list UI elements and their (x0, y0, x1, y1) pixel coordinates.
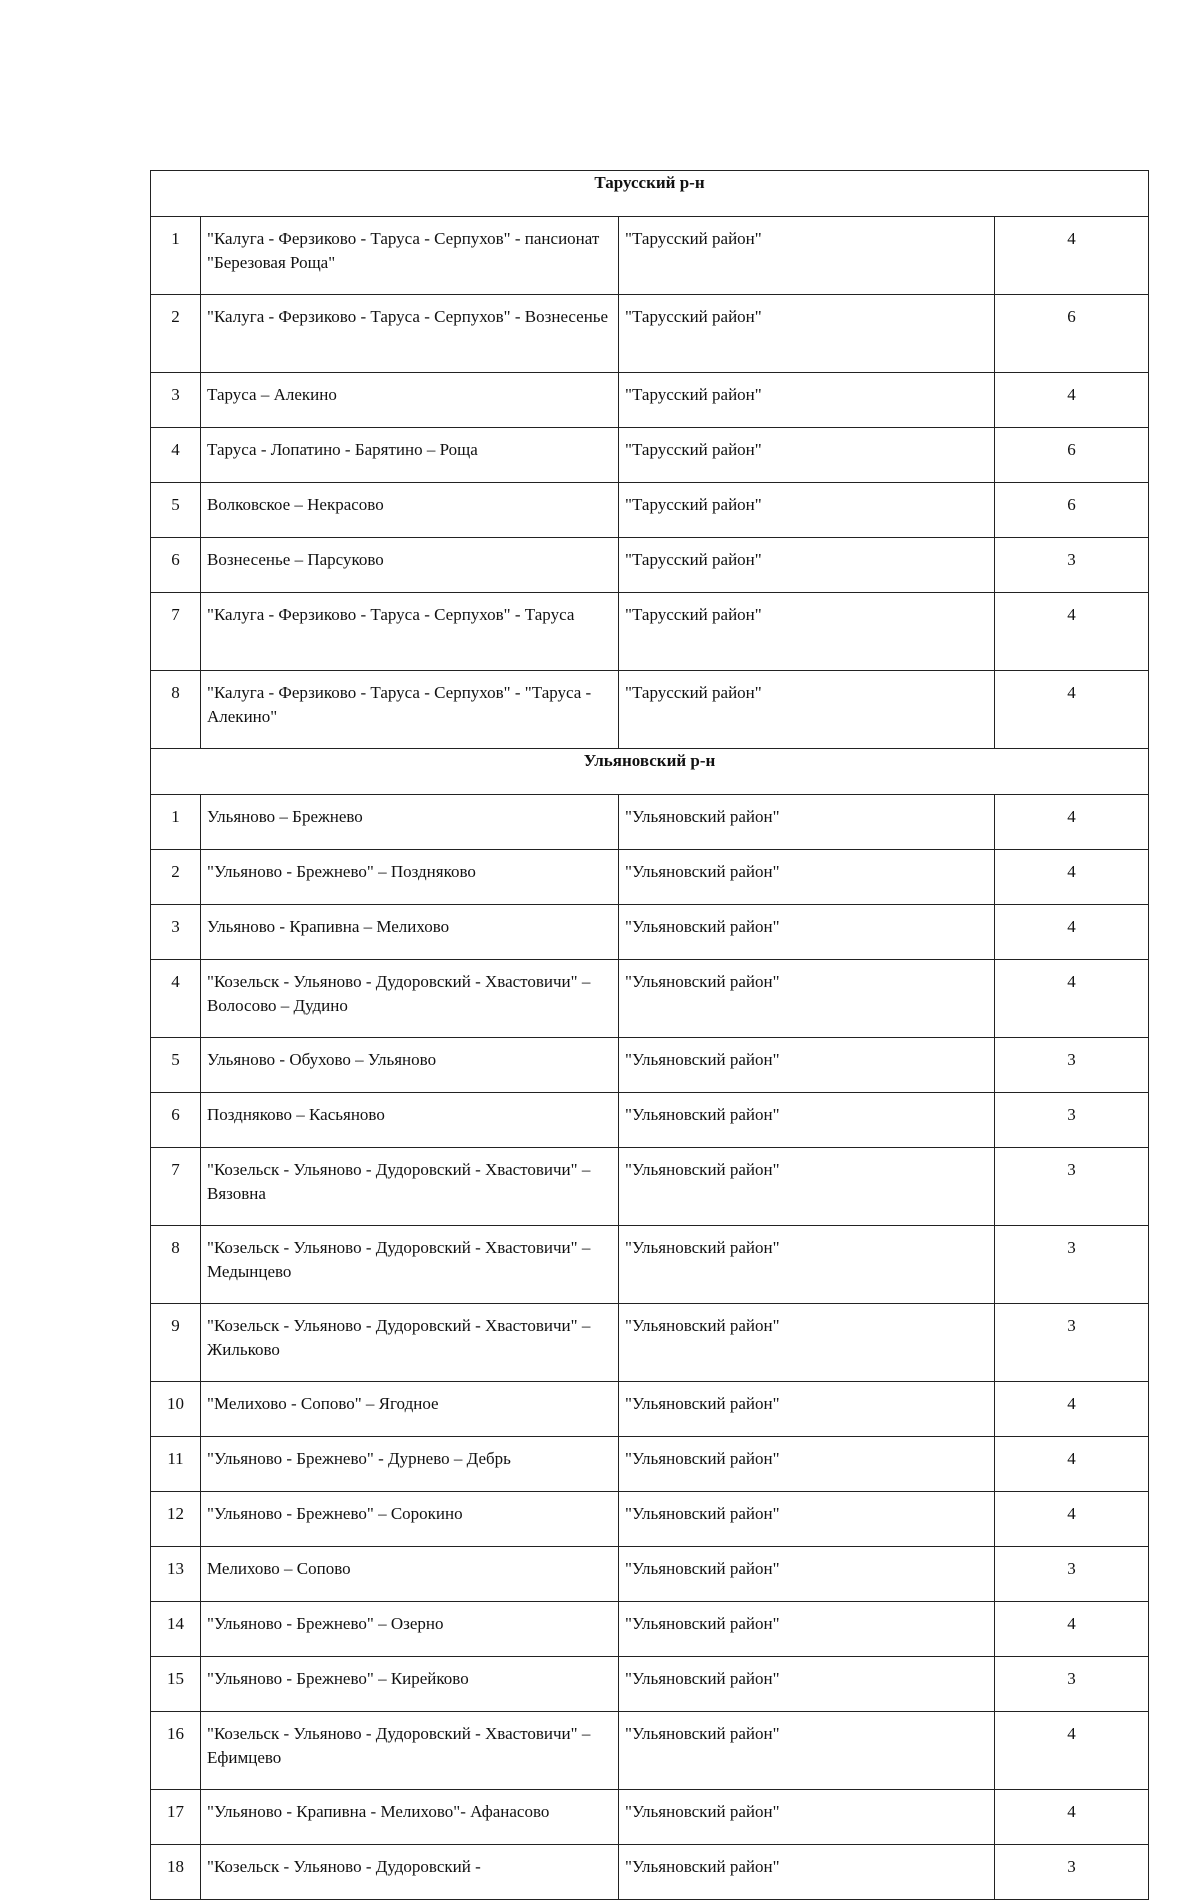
row-value: 3 (995, 1093, 1149, 1148)
route-name: "Калуга - Ферзиково - Таруса - Серпухов" - Таруса (201, 593, 619, 671)
row-number: 9 (151, 1304, 201, 1382)
row-number: 16 (151, 1712, 201, 1790)
table-row (151, 593, 1149, 671)
district-name: "Ульяновский район" (619, 1304, 995, 1382)
district-name: "Ульяновский район" (619, 960, 995, 1038)
route-name: "Ульяново - Крапивна - Мелихово"- Афанасово (201, 1790, 619, 1845)
row-number: 1 (151, 795, 201, 850)
district-name: "Ульяновский район" (619, 1492, 995, 1547)
district-name: "Ульяновский район" (619, 1790, 995, 1845)
district-name: "Тарусский район" (619, 483, 995, 538)
row-value: 4 (995, 850, 1149, 905)
route-name: "Калуга - Ферзиково - Таруса - Серпухов" - Вознесенье (201, 295, 619, 373)
route-name: Таруса – Алекино (201, 373, 619, 428)
row-number: 18 (151, 1845, 201, 1900)
district-name: "Ульяновский район" (619, 795, 995, 850)
route-name: Вознесенье – Парсуково (201, 538, 619, 593)
row-value: 4 (995, 1602, 1149, 1657)
row-value: 3 (995, 1226, 1149, 1304)
table-row (151, 1657, 1149, 1712)
district-name: "Тарусский район" (619, 217, 995, 295)
row-number: 3 (151, 373, 201, 428)
section-title: Тарусский р-н (151, 171, 1149, 217)
route-name: "Калуга - Ферзиково - Таруса - Серпухов" - пансионат "Березовая Роща" (201, 217, 619, 295)
row-number: 12 (151, 1492, 201, 1547)
route-name: Ульяново - Обухово – Ульяново (201, 1038, 619, 1093)
district-name: "Ульяновский район" (619, 1437, 995, 1492)
routes-table-body (151, 171, 1149, 1900)
routes-table (150, 170, 1149, 1900)
district-name: "Ульяновский район" (619, 1382, 995, 1437)
row-number: 7 (151, 1148, 201, 1226)
row-number: 11 (151, 1437, 201, 1492)
table-row (151, 217, 1149, 295)
table-row (151, 428, 1149, 483)
row-value: 4 (995, 1382, 1149, 1437)
table-row (151, 850, 1149, 905)
district-name: "Тарусский район" (619, 593, 995, 671)
route-name: "Козельск - Ульяново - Дудоровский - Хвастовичи" – Волосово – Дудино (201, 960, 619, 1038)
district-name: "Ульяновский район" (619, 1712, 995, 1790)
row-value: 6 (995, 483, 1149, 538)
route-name: "Ульяново - Брежнево" - Дурнево – Дебрь (201, 1437, 619, 1492)
district-name: "Ульяновский район" (619, 1602, 995, 1657)
route-name: "Мелихово - Сопово" – Ягодное (201, 1382, 619, 1437)
table-row (151, 295, 1149, 373)
table-row (151, 671, 1149, 749)
row-number: 13 (151, 1547, 201, 1602)
table-row (151, 1602, 1149, 1657)
row-value: 4 (995, 905, 1149, 960)
row-value: 3 (995, 1148, 1149, 1226)
row-value: 3 (995, 1845, 1149, 1900)
row-number: 6 (151, 1093, 201, 1148)
row-value: 4 (995, 593, 1149, 671)
table-row (151, 1437, 1149, 1492)
row-value: 4 (995, 1790, 1149, 1845)
table-row (151, 483, 1149, 538)
row-number: 10 (151, 1382, 201, 1437)
row-value: 4 (995, 795, 1149, 850)
row-value: 4 (995, 960, 1149, 1038)
row-value: 3 (995, 1657, 1149, 1712)
table-row (151, 373, 1149, 428)
table-row (151, 1226, 1149, 1304)
district-name: "Ульяновский район" (619, 1038, 995, 1093)
route-name: Таруса - Лопатино - Барятино – Роща (201, 428, 619, 483)
section-header-row (151, 171, 1149, 217)
row-value: 3 (995, 1547, 1149, 1602)
row-number: 6 (151, 538, 201, 593)
route-name: Ульяново - Крапивна – Мелихово (201, 905, 619, 960)
district-name: "Ульяновский район" (619, 1845, 995, 1900)
row-value: 6 (995, 428, 1149, 483)
table-row (151, 795, 1149, 850)
route-name: Ульяново – Брежнево (201, 795, 619, 850)
table-row (151, 1382, 1149, 1437)
table-row (151, 1712, 1149, 1790)
row-value: 3 (995, 538, 1149, 593)
district-name: "Ульяновский район" (619, 1093, 995, 1148)
route-name: "Ульяново - Брежнево" – Кирейково (201, 1657, 619, 1712)
route-name: "Ульяново - Брежнево" – Сорокино (201, 1492, 619, 1547)
row-value: 4 (995, 373, 1149, 428)
row-number: 4 (151, 960, 201, 1038)
row-number: 5 (151, 1038, 201, 1093)
district-name: "Тарусский район" (619, 373, 995, 428)
row-number: 14 (151, 1602, 201, 1657)
row-value: 6 (995, 295, 1149, 373)
route-name: Поздняково – Касьяново (201, 1093, 619, 1148)
table-row (151, 1304, 1149, 1382)
district-name: "Тарусский район" (619, 538, 995, 593)
row-number: 4 (151, 428, 201, 483)
row-number: 1 (151, 217, 201, 295)
row-number: 15 (151, 1657, 201, 1712)
table-row (151, 1038, 1149, 1093)
row-number: 8 (151, 1226, 201, 1304)
section-title: Ульяновский р-н (151, 749, 1149, 795)
route-name: "Калуга - Ферзиково - Таруса - Серпухов" - "Таруса - Алекино" (201, 671, 619, 749)
district-name: "Тарусский район" (619, 671, 995, 749)
row-number: 5 (151, 483, 201, 538)
table-row (151, 905, 1149, 960)
table-row (151, 1093, 1149, 1148)
route-name: "Ульяново - Брежнево" – Озерно (201, 1602, 619, 1657)
district-name: "Тарусский район" (619, 428, 995, 483)
district-name: "Ульяновский район" (619, 905, 995, 960)
table-row (151, 960, 1149, 1038)
district-name: "Ульяновский район" (619, 1657, 995, 1712)
route-name: "Козельск - Ульяново - Дудоровский - (201, 1845, 619, 1900)
table-row (151, 538, 1149, 593)
row-value: 4 (995, 1437, 1149, 1492)
row-value: 4 (995, 1492, 1149, 1547)
district-name: "Ульяновский район" (619, 1547, 995, 1602)
table-row (151, 1790, 1149, 1845)
district-name: "Ульяновский район" (619, 1148, 995, 1226)
table-row (151, 1492, 1149, 1547)
district-name: "Ульяновский район" (619, 850, 995, 905)
section-header-row (151, 749, 1149, 795)
row-number: 17 (151, 1790, 201, 1845)
district-name: "Тарусский район" (619, 295, 995, 373)
route-name: "Козельск - Ульяново - Дудоровский - Хвастовичи" – Жильково (201, 1304, 619, 1382)
table-row (151, 1547, 1149, 1602)
row-value: 4 (995, 217, 1149, 295)
district-name: "Ульяновский район" (619, 1226, 995, 1304)
table-row (151, 1148, 1149, 1226)
row-number: 2 (151, 850, 201, 905)
table-row (151, 1845, 1149, 1900)
route-name: Мелихово – Сопово (201, 1547, 619, 1602)
route-name: "Ульяново - Брежнево" – Поздняково (201, 850, 619, 905)
route-name: "Козельск - Ульяново - Дудоровский - Хвастовичи" – Вязовна (201, 1148, 619, 1226)
route-name: "Козельск - Ульяново - Дудоровский - Хвастовичи" – Ефимцево (201, 1712, 619, 1790)
row-number: 7 (151, 593, 201, 671)
route-name: "Козельск - Ульяново - Дудоровский - Хвастовичи" – Медынцево (201, 1226, 619, 1304)
row-number: 8 (151, 671, 201, 749)
row-value: 4 (995, 671, 1149, 749)
row-value: 4 (995, 1712, 1149, 1790)
route-name: Волковское – Некрасово (201, 483, 619, 538)
row-number: 2 (151, 295, 201, 373)
row-value: 3 (995, 1038, 1149, 1093)
row-number: 3 (151, 905, 201, 960)
row-value: 3 (995, 1304, 1149, 1382)
